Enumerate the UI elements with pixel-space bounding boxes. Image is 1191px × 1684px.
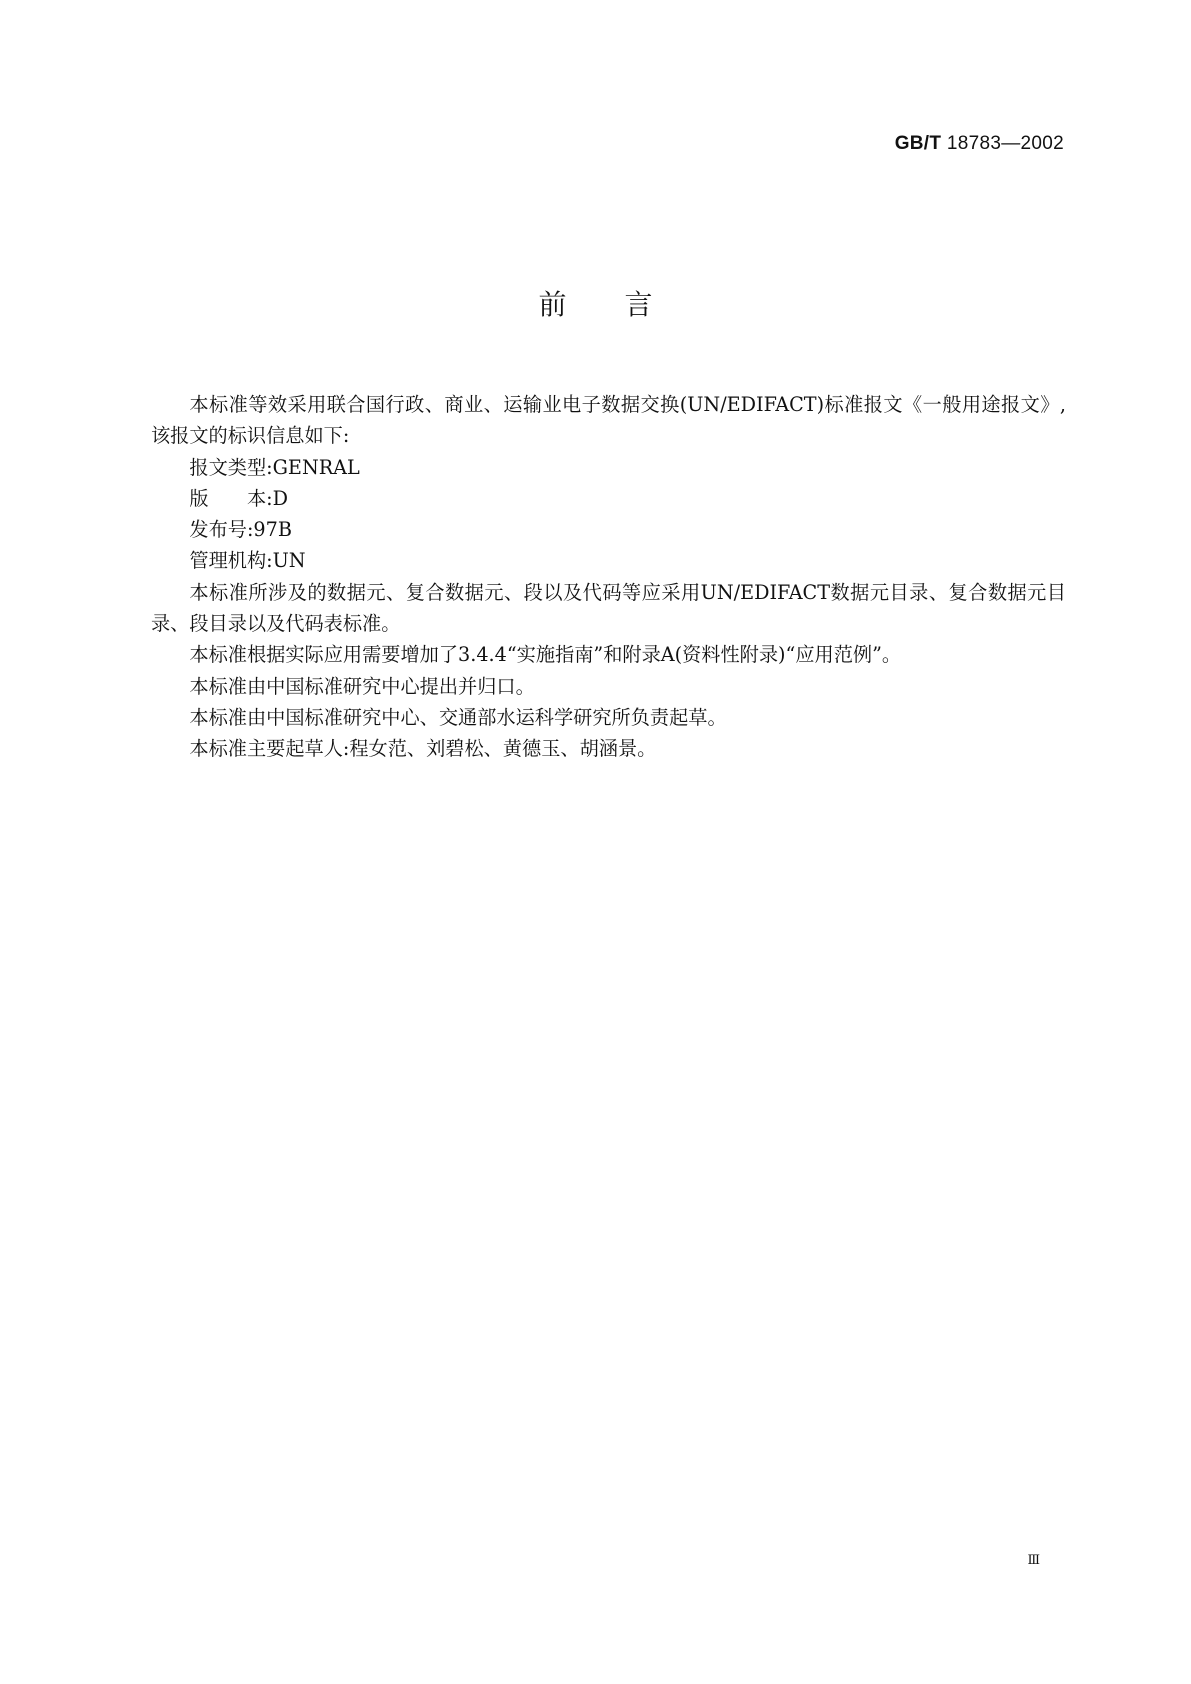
standard-number <box>895 133 1064 155</box>
paragraph-drafters: 本标准主要起草人:程女范、刘碧松、黄德玉、胡涵景。 <box>189 737 657 761</box>
standard-code: GB/T <box>894 133 942 154</box>
standard-serial: 18783—2002 <box>946 133 1064 154</box>
field-version <box>151 483 1066 514</box>
field-agency: 管理机构:UN <box>189 549 306 573</box>
field-release: 发布号:97B <box>189 518 292 542</box>
field-message-type: 报文类型:GENRAL <box>189 455 360 479</box>
foreword-body <box>151 389 1066 765</box>
field-version-label: 版 <box>189 486 209 510</box>
paragraph-proposer: 本标准由中国标准研究中心提出并归口。 <box>189 674 535 698</box>
paragraph-data-elements: 本标准所涉及的数据元、复合数据元、段以及代码等应采用UN/EDIFACT数据元目录、复合数据元目录、段目录以及代码表标准。 <box>151 580 1066 636</box>
paragraph-adoption: 本标准等效采用联合国行政、商业、运输业电子数据交换(UN/EDIFACT)标准报文《一般用途报文》,该报文的标识信息如下: <box>151 393 1066 448</box>
paragraph-additions: 本标准根据实际应用需要增加了3.4.4“实施指南”和附录A(资料性附录)“应用范例”。 <box>189 643 902 667</box>
field-version-value: 本:D <box>246 486 289 510</box>
page-title: 前言 <box>538 288 711 321</box>
paragraph-drafting-units: 本标准由中国标准研究中心、交通部水运科学研究所负责起草。 <box>189 705 727 729</box>
page-number: Ⅲ <box>1027 1553 1040 1568</box>
